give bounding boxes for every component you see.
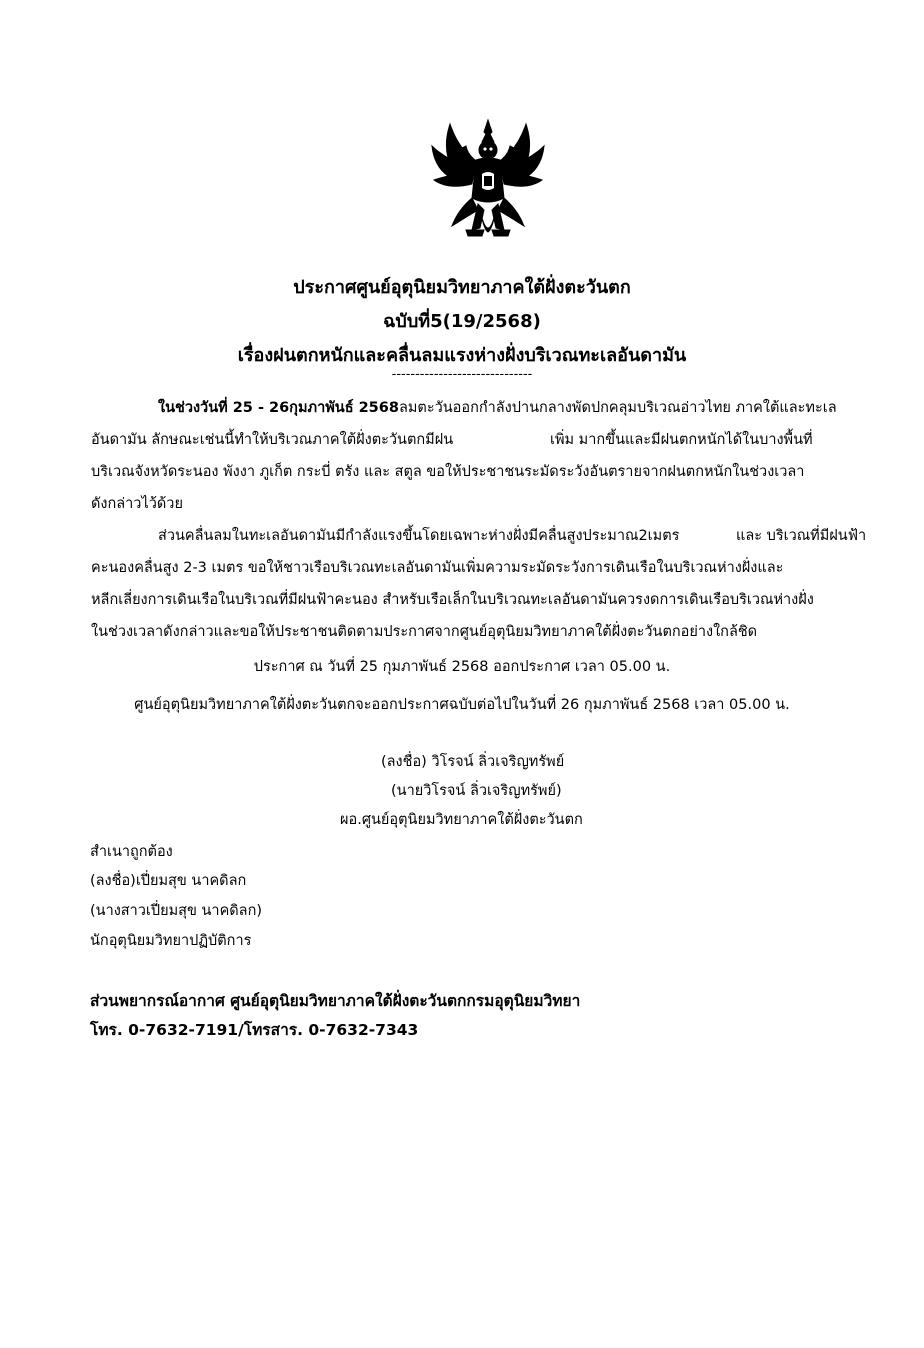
divider-rule: ------------------------------ [391,367,533,382]
footer-contact: โทร. 0-7632-7191/โทรสาร. 0-7632-7343 [90,1021,419,1039]
certified-copy-label: สำเนาถูกต้อง [90,844,173,860]
copy-name: (นางสาวเปี่ยมสุข นาคดิลก) [90,903,263,919]
director-position: ผอ.ศูนย์อุตุนิยมวิทยาภาคใต้ฝั่งตะวันตก [340,812,583,828]
paragraph-1-line-1-text: ลมตะวันออกกำลังปานกลางพัดปกคลุมบริเวณอ่าวไทย ภาคใต้และทะเล [398,400,837,416]
paragraph-1-line-3: บริเวณจังหวัดระนอง พังงา ภูเก็ต กระบี่ ตรัง และ สตูล ขอให้ประชาชนระมัดระวังอันตรายจากฝนตกหนักในช่วงเวลา [91,464,805,480]
date-range-bold: ในช่วงวันที่ 25 - 26กุมภาพันธ์ 2568 [158,400,399,416]
paragraph-1-line-4: ดังกล่าวไว้ด้วย [91,496,183,512]
copy-position: นักอุตุนิยมวิทยาปฏิบัติการ [90,933,252,949]
paragraph-2-line-4: ในช่วงเวลาดังกล่าวและขอให้ประชาชนติดตามประกาศจากศูนย์อุตุนิยมวิทยาภาคใต้ฝั่งตะวันตกอย่างใกล้ชิด [91,624,758,640]
paragraph-2-line-2: คะนองคลื่นสูง 2-3 เมตร ขอให้ชาวเรือบริเวณทะเลอันดามันเพิ่มความระมัดระวังการเดินเรือในบริเวณห่างฝั่งและ [91,560,784,576]
paragraph-2-line-1b: และ บริเวณที่มีฝนฟ้า [736,528,867,544]
paragraph-1-line-2a: อันดามัน ลักษณะเช่นนี้ทำให้บริเวณภาคใต้ฝั่งตะวันตกมีฝน [91,432,454,448]
paragraph-2-line-1a: ส่วนคลื่นลมในทะเลอันดามันมีกำลังแรงขึ้นโดยเฉพาะห่างฝั่งมีคลื่นสูงประมาณ2เมตร [158,528,680,544]
copy-signed: (ลงชื่อ)เปี่ยมสุข นาคดิลก [90,873,247,889]
paragraph-1-line-1 [158,396,837,419]
director-name: (นายวิโรจน์ ลิ่วเจริญทรัพย์) [391,783,562,799]
next-issue-line: ศูนย์อุตุนิยมวิทยาภาคใต้ฝั่งตะวันตกจะออกประกาศฉบับต่อไปในวันที่ 26 กุมภาพันธ์ 2568 เวลา 05.00 น. [134,697,790,713]
director-signed: (ลงชื่อ) วิโรจน์ ลิ่วเจริญทรัพย์ [381,754,565,770]
issued-line: ประกาศ ณ วันที่ 25 กุมภาพันธ์ 2568 ออกประกาศ เวลา 05.00 น. [253,659,671,675]
issue-number: ฉบับที่5(19/2568) [383,311,541,332]
document-title: ประกาศศูนย์อุตุนิยมวิทยาภาคใต้ฝั่งตะวันตก [293,277,631,298]
paragraph-1-line-2b: เพิ่ม มากขึ้นและมีฝนตกหนักได้ในบางพื้นที่ [550,432,813,448]
garuda-emblem [428,118,548,246]
subject-heading: เรื่องฝนตกหนักและคลื่นลมแรงห่างฝั่งบริเวณทะเลอันดามัน [237,345,687,366]
footer-office: ส่วนพยากรณ์อากาศ ศูนย์อุตุนิยมวิทยาภาคใต้ฝั่งตะวันตกกรมอุตุนิยมวิทยา [90,992,581,1010]
paragraph-2-line-3: หลีกเลี่ยงการเดินเรือในบริเวณที่มีฝนฟ้าคะนอง สำหรับเรือเล็กในบริเวณทะเลอันดามันควรงดการเดินเรือบริเวณห่างฝั่ง [91,592,814,608]
